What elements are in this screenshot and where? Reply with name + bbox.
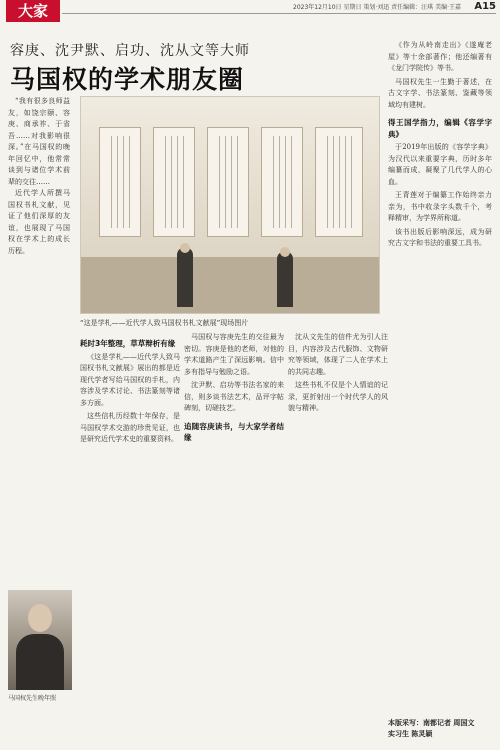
byline-reporter: 本版采写：南都记者 周国文 xyxy=(388,719,475,727)
section-heading: 追随容庚读书，与大家学者结缘 xyxy=(184,421,284,442)
headline: 马国权的学术朋友圈 xyxy=(10,65,245,94)
body-paragraph: 沈从文先生的信件尤为引人注目，内容涉及古代服饰、文物研究等领域，体现了二人在学术上的共同志趣。 xyxy=(288,333,388,376)
byline-intern: 实习生 陈灵颖 xyxy=(388,730,433,738)
right-column xyxy=(388,40,492,740)
body-paragraph: 《这是学札——近代学人致马国权书札文献展》展出的都是近现代学者写给马国权的手札，内容涉及学术讨论、书法篆刻等诸多方面。 xyxy=(80,352,180,407)
portrait-photo xyxy=(8,590,72,690)
right-paragraph: 马国权先生一生勤于著述，在古文字学、书法篆刻、鉴藏等领域均有建树。 xyxy=(388,77,492,109)
exhibition-photo xyxy=(80,96,380,314)
body-column-a xyxy=(80,332,180,732)
page-number: A15 xyxy=(474,1,496,12)
calligraphy-scroll xyxy=(153,127,195,237)
section-heading: 得王国学指力，编辑《容学字典》 xyxy=(388,118,492,139)
photo-caption: “这是学札——近代学人致马国权书札文献展”现场图片 xyxy=(80,319,249,327)
section-tag: 大家 xyxy=(6,0,60,22)
right-paragraph: 《作为从岭南走出》《遂庵老屋》等十余部著作；他还编著有《龙门学院传》等书。 xyxy=(388,41,492,72)
body-paragraph: 这些书札不仅是个人情谊的记录，更折射出一个时代学人的风貌与精神。 xyxy=(288,381,388,412)
byline xyxy=(388,718,492,740)
portrait-body xyxy=(16,634,64,690)
section-heading: 耗时3年整理，草草辩析有缘 xyxy=(80,339,176,348)
body-paragraph: 沈尹默、启功等书法名家的来信，则多谈书法艺术，品评字帖碑刻，切磋技艺。 xyxy=(184,381,284,412)
portrait-face xyxy=(28,604,52,632)
visitor-head xyxy=(280,247,290,257)
issue-meta: 2023年12月10日 星期日 策划·刘迅 责任编辑：汪琪 美编·王嘉 xyxy=(290,2,464,11)
visitor-figure xyxy=(177,247,193,307)
photo-floor xyxy=(81,257,379,314)
calligraphy-scroll xyxy=(207,127,249,237)
body-column-c xyxy=(288,332,388,732)
visitor-figure xyxy=(277,251,293,307)
left-paragraph: “我有很多良师益友，如饶宗颐、容庚、商承祚、于省吾……对我影响很深。”在马国权的晚年回忆中，他常常谈到与诸位学术前辈的交往…… xyxy=(8,97,70,186)
right-paragraph: 该书出版后影响深远，成为研究古文字和书法的重要工具书。 xyxy=(388,227,492,247)
masthead xyxy=(0,0,500,24)
portrait-caption: 马国权先生晚年照 xyxy=(8,695,57,702)
body-paragraph: 这些信札历经数十年保存，是马国权学术交游的珍贵见证，也是研究近代学术史的重要资料。 xyxy=(80,412,180,443)
right-paragraph: 于2019年出版的《容学字典》为汉代以来重要字典，历时多年编纂而成，凝聚了几代学人的心血。 xyxy=(388,143,492,186)
calligraphy-scroll xyxy=(315,127,363,237)
left-paragraph: 近代学人所撰马国权书札文献，见证了他们深厚的友谊，也展现了马国权在学术上的成长历程。 xyxy=(8,189,70,255)
body-paragraph: 马国权与容庚先生的交往最为密切。容庚是他的老师，对他的学术道路产生了深远影响。信中多有指导与勉励之语。 xyxy=(184,333,284,376)
body-column-b xyxy=(184,332,284,732)
masthead-rule xyxy=(62,13,496,14)
calligraphy-scroll xyxy=(261,127,303,237)
subtitle: 容庚、沈尹默、启功、沈从文等大师 xyxy=(10,43,250,59)
calligraphy-scroll xyxy=(99,127,141,237)
right-paragraph: 王青莲对于编纂工作始终亲力亲为，书中收录字头数千个，考释精审，为学界所称道。 xyxy=(388,191,492,222)
visitor-head xyxy=(180,243,190,253)
